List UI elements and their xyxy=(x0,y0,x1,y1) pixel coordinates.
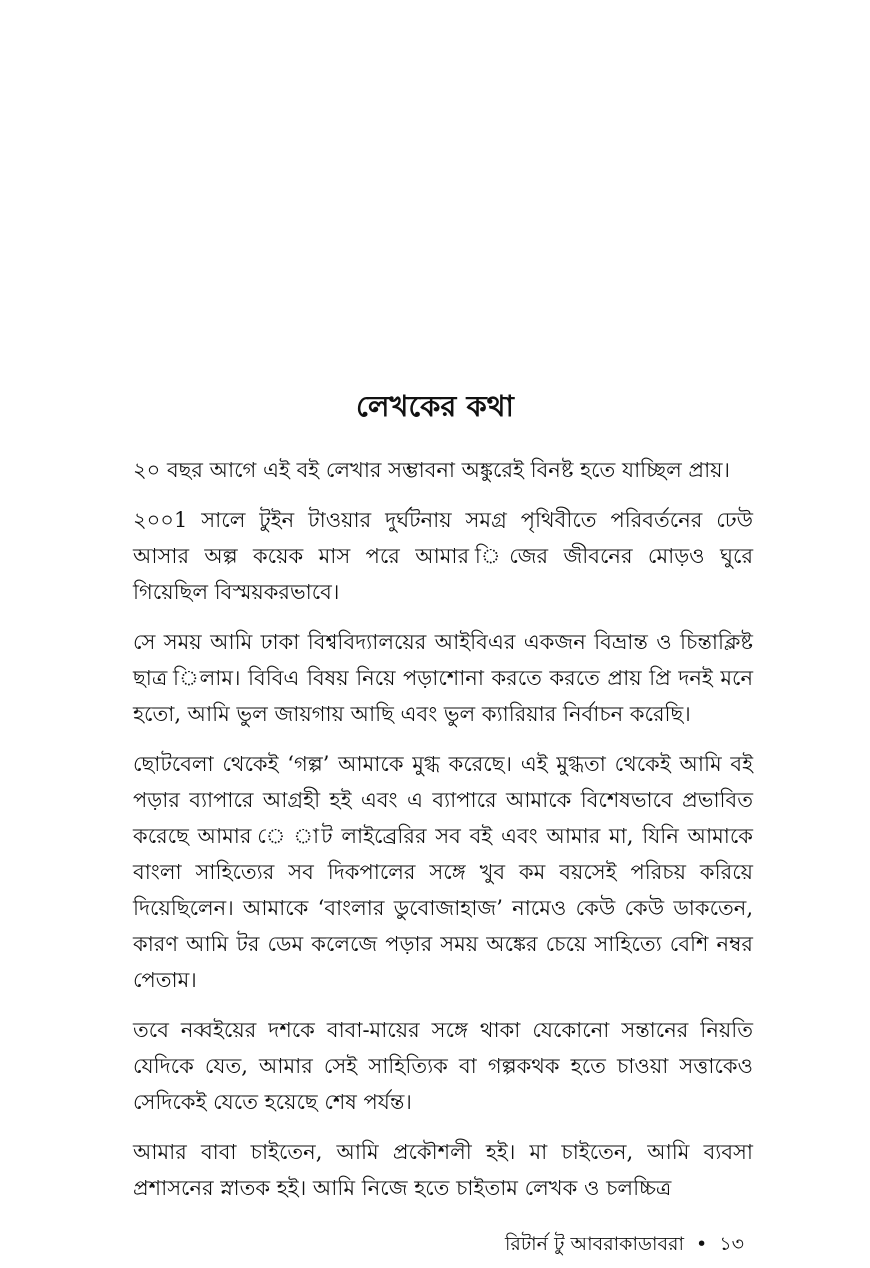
page-footer xyxy=(505,1230,744,1258)
paragraph-1: ২০ বছর আগে এই বই লেখার সম্ভাবনা অঙ্কুরেই বিনষ্ট হতে যাচ্ছিল প্রায়। xyxy=(133,458,731,482)
footer-separator: • xyxy=(696,1233,708,1255)
chapter-title: লেখকের কথা xyxy=(356,389,514,423)
footer-book-title: রিটার্ন টু আবরাকাডাবরা xyxy=(504,1233,684,1255)
paragraph-2: ২০০1 সালে টুইন টাওয়ার দুর্ঘটনায় সমগ্র পৃথিবীতে পরিবর্তনের ঢেউ আসার অল্প কয়েক মাস পরে আমার িজের জীবনের মোড়ও ঘুরে গিয়েছিল বিস্ময়করভাবে। xyxy=(133,508,753,604)
page-number: ১৩ xyxy=(719,1233,744,1255)
paragraph-4: ছোটবেলা থেকেই ‘গল্প’ আমাকে মুগ্ধ করেছে। এই মুগ্ধতা থেকেই আমি বই পড়ার ব্যাপারে আগ্রহী হই এবং এ ব্যাপারে আমাকে বিশেষভাবে প্রভাবিত করেছে আমার ে াট লাইব্রেরির সব বই এবং আমার মা, যিনি আমাকে বাংলা সাহিত্যের সব দিকপালের সঙ্গে খুব কম বয়সেই পরিচয় করিয়ে দিয়েছিলেন। আমাকে ‘বাংলার ডুবোজাহাজ’ নামেও কেউ কেউ ডাকতেন, কারণ আমি টর ডেম কলেজে পড়ার সময় অঙ্কের চেয়ে সাহিত্যে বেশি নম্বর পেতাম। xyxy=(133,752,753,992)
body-text xyxy=(133,452,753,1220)
paragraph-5: তবে নব্বইয়ের দশকে বাবা-মায়ের সঙ্গে থাকা যেকোনো সন্তানের নিয়তি যেদিকে যেত, আমার সেই সাহিত্যিক বা গল্পকথক হতে চাওয়া সত্তাকেও সেদিকেই যেতে হয়েছে শেষ পর্যন্ত। xyxy=(133,1018,753,1114)
paragraph-6: আমার বাবা চাইতেন, আমি প্রকৌশলী হই। মা চাইতেন, আমি ব্যবসা প্রশাসনের স্নাতক হই। আমি নিজে হতে চাইতাম লেখক ও চলচ্চিত্র xyxy=(133,1140,754,1200)
paragraph-3: সে সময় আমি ঢাকা বিশ্ববিদ্যালয়ের আইবিএর একজন বিভ্রান্ত ও চিন্তাক্লিষ্ট ছাত্র িলাম। বিবিএ বিষয় নিয়ে পড়াশোনা করতে করতে প্রায় প্রি দনই মনে হতো, আমি ভুল জায়গায় আছি এবং ভুল ক্যারিয়ার নির্বাচন করেছি। xyxy=(133,630,753,726)
